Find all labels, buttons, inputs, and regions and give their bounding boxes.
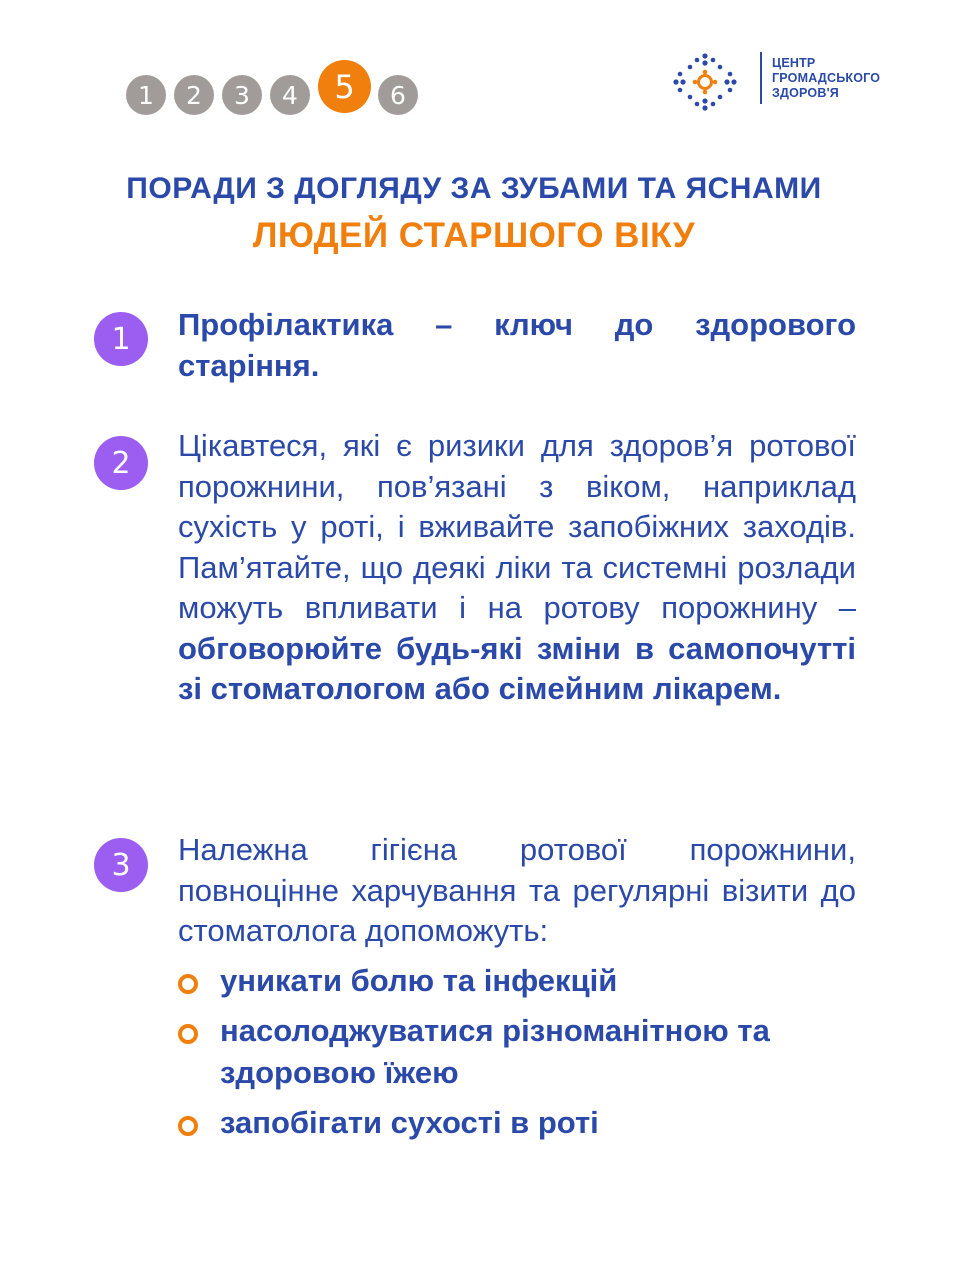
page-dot-6[interactable]: 6 bbox=[378, 75, 418, 115]
list-item bbox=[178, 1010, 878, 1094]
list-item bbox=[178, 1102, 878, 1144]
benefits-list bbox=[178, 960, 878, 1152]
logo-text-line-3: ЗДОРОВ'Я bbox=[772, 85, 839, 100]
list-item-text: запобігати сухості в роті bbox=[220, 1105, 599, 1140]
logo-text-line-1: ЦЕНТР bbox=[772, 55, 816, 70]
page-dot-4[interactable]: 4 bbox=[270, 75, 310, 115]
step-number-1-badge: 1 bbox=[94, 312, 148, 366]
tip-2-bold-text: обговорюйте будь-які зміни в самопочутті зі стоматологом або сімейним лікарем. bbox=[178, 630, 856, 706]
bullet-circle-icon bbox=[178, 1024, 198, 1044]
tip-3-text bbox=[178, 830, 856, 952]
tip-2-text bbox=[178, 426, 856, 710]
tip-1-bold-text: Профілактика – ключ до здорового старіння. bbox=[178, 307, 856, 383]
page-dot-5-active[interactable]: 5 bbox=[318, 60, 371, 113]
tip-2-regular-text: Цікавтеся, які є ризики для здоров’я ротової порожнини, пов’язані з віком, наприклад сухість у роті, і вживайте запобіжних заходів. Пам’ятайте, що деякі ліки та системні розлади можуть впливати і на ротову порожнину – bbox=[178, 428, 856, 625]
page-dot-3[interactable]: 3 bbox=[222, 75, 262, 115]
bullet-circle-icon bbox=[178, 1116, 198, 1136]
step-number-2-badge: 2 bbox=[94, 436, 148, 490]
list-item-text: уникати болю та інфекцій bbox=[220, 963, 618, 998]
logo-text bbox=[760, 52, 880, 104]
bullet-circle-icon bbox=[178, 974, 198, 994]
tip-1-text bbox=[178, 305, 856, 386]
page-subtitle: ЛЮДЕЙ СТАРШОГО ВІКУ bbox=[252, 216, 696, 255]
public-health-center-logo bbox=[670, 52, 881, 112]
list-item bbox=[178, 960, 878, 1002]
tip-3-regular-text: Належна гігієна ротової порожнини, повноцінне харчування та регулярні візити до стоматолога допоможуть: bbox=[178, 832, 856, 948]
page-title: ПОРАДИ З ДОГЛЯДУ ЗА ЗУБАМИ ТА ЯСНАМИ bbox=[126, 172, 822, 205]
logo-text-line-2: ГРОМАДСЬКОГО bbox=[772, 70, 881, 85]
page-dot-2[interactable]: 2 bbox=[174, 75, 214, 115]
step-number-3-badge: 3 bbox=[94, 838, 148, 892]
page-dot-1[interactable]: 1 bbox=[126, 75, 166, 115]
dotted-cross-logo-icon bbox=[670, 52, 740, 112]
list-item-text: насолоджуватися різноманітною та здоровою їжею bbox=[220, 1013, 770, 1090]
